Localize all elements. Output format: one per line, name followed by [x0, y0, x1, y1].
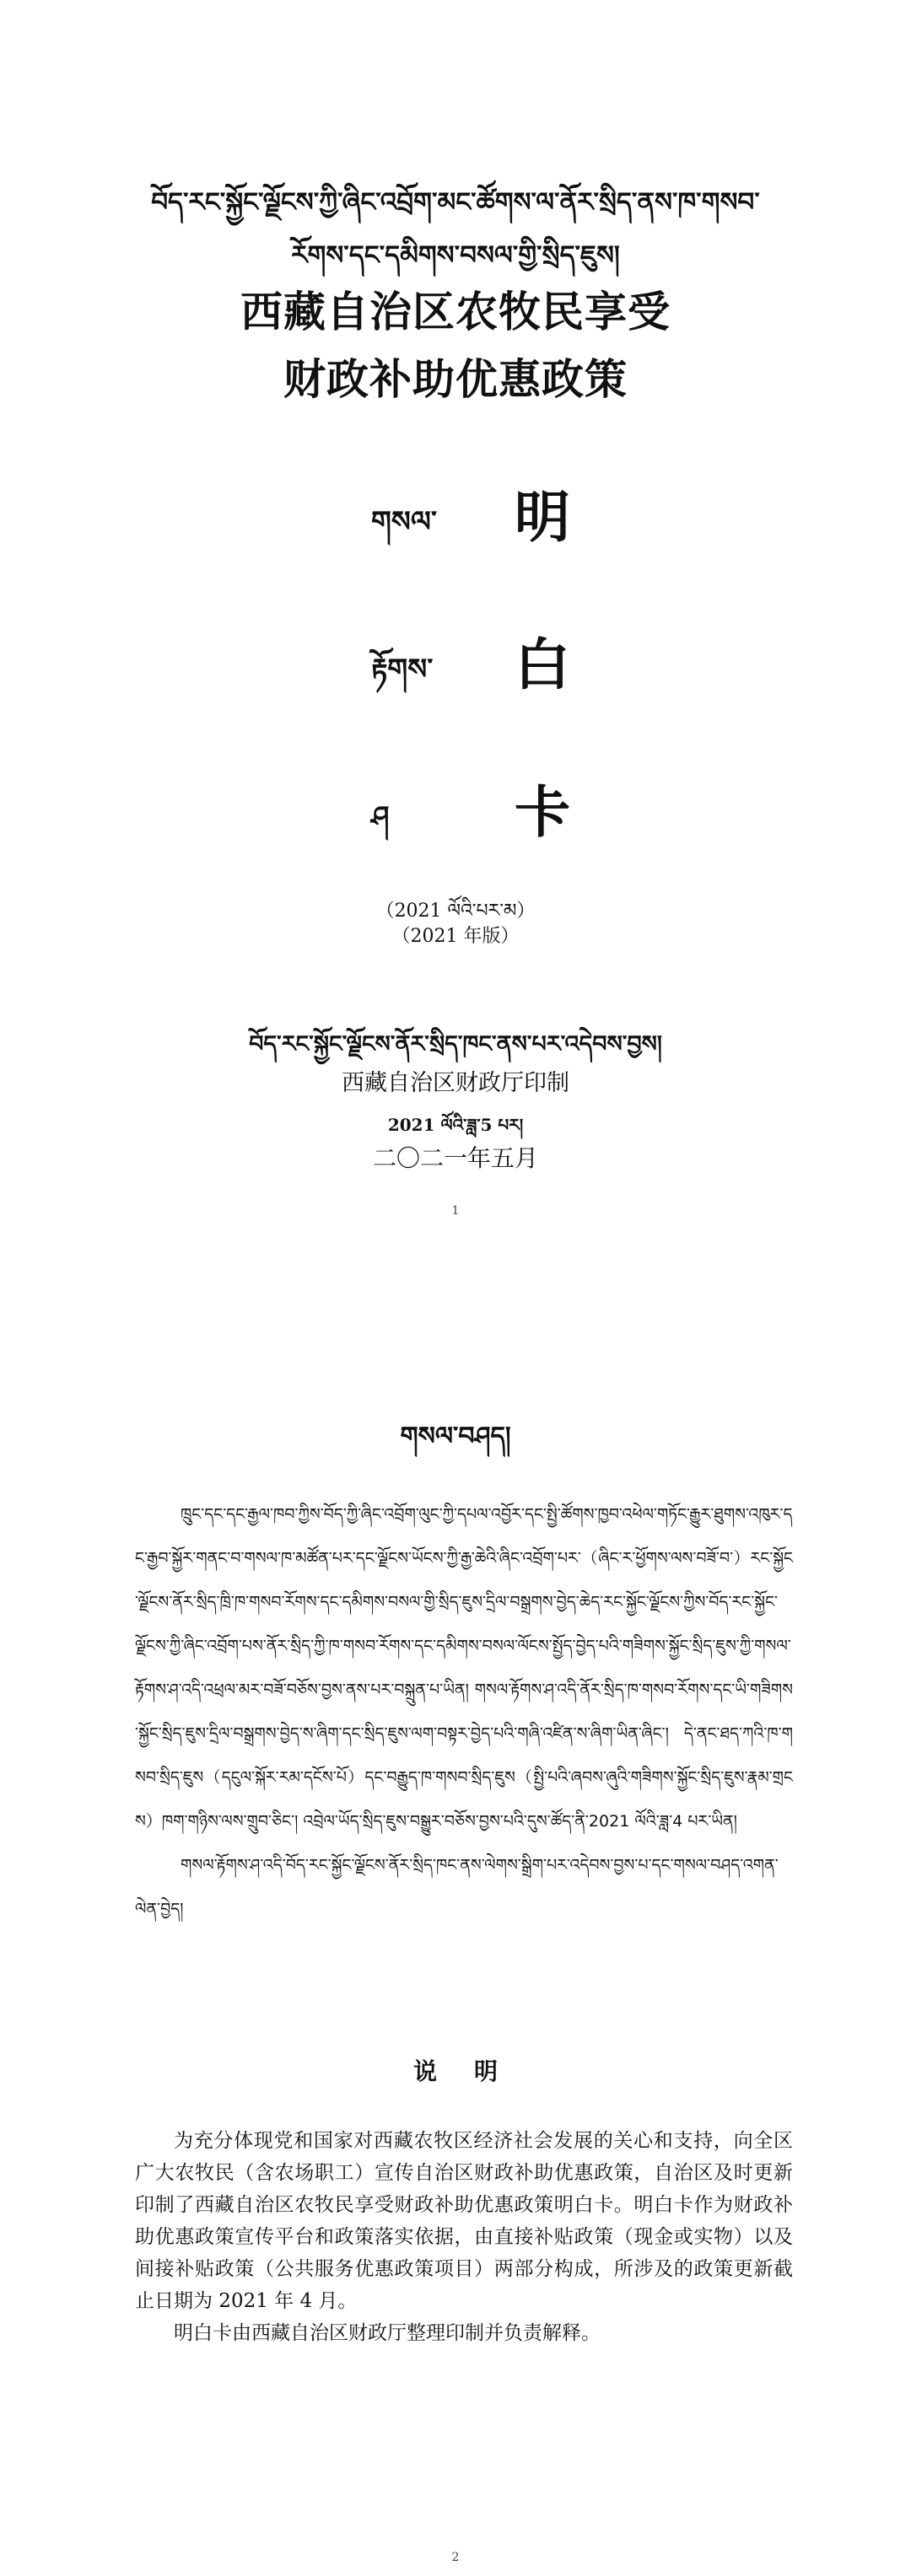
card-row-ka	[0, 767, 911, 852]
cover-title-tibetan-line1: བོད་རང་སྐྱོང་ལྗོངས་ཀྱི་ཞིང་འབྲོག་མང་ཚོགས་ལ་ནོར་སྲིད་ནས་ཁ་གསབ་	[151, 187, 760, 218]
card-chinese-bai: 白	[515, 632, 570, 697]
card-tibetan-sha: ཤ	[371, 800, 390, 834]
date-chinese: 二〇二一年五月	[372, 1144, 538, 1172]
page-number-1: 1	[451, 1204, 460, 1218]
card-row-bai	[0, 620, 911, 704]
printer-chinese: 西藏自治区财政厅印制	[342, 1070, 569, 1096]
page-number-2: 2	[451, 2551, 460, 2564]
intro-heading-tibetan: གསལ་བཤད།	[400, 1422, 511, 1451]
cover-title-chinese-line1: 西藏自治区农牧民享受	[240, 288, 671, 336]
intro-paragraph-tibetan-2: གསལ་རྟོགས་ཤ་འདི་བོད་རང་སྐྱོང་ལྗོངས་ནོར་སྲིད་ཁང་ནས་ལེགས་སྒྲིག་པར་འདེབས་བྱས་པ་དང་གསལ་བཤད་འགན་ལེན་བྱེད།	[135, 1856, 779, 1918]
printer-tibetan: བོད་རང་སྐྱོང་ལྗོངས་ནོར་སྲིད་ཁང་ནས་པར་འདེབས་བྱས།	[249, 1031, 662, 1057]
edition-tibetan: （2021 ལོའི་པར་མ）	[375, 901, 536, 922]
date-tibetan: 2021 ལོའི་ཟླ་5 པར།	[387, 1115, 524, 1135]
cover-title-chinese-line2: 财政补助优惠政策	[283, 355, 628, 404]
intro-heading-chinese: 说明	[412, 2057, 535, 2085]
intro-body-chinese	[135, 2125, 793, 2349]
card-chinese-ming: 明	[515, 484, 570, 550]
card-chinese-ka: 卡	[515, 779, 570, 845]
cover-page	[0, 0, 911, 1248]
intro-paragraph-chinese-2: 明白卡由西藏自治区财政厅整理印制并负责解释。	[174, 2322, 601, 2344]
intro-paragraph-tibetan-1: ཁྲུང་དང་དང་རྒྱལ་ཁབ་ཀྱིས་བོད་ཀྱི་ཞིང་འབྲོག་ལུང་ཀྱི་དཔལ་འབྱོར་དང་སྤྱི་ཚོགས་ཁྱབ་འཕེལ་གཏོང་རྒྱུར་ཐུགས་འཁུར་དང་རྒྱབ་སྐྱོར་གནང་བ་གསལ་ཁ་མཚོན་པར་དང་ལྗོངས་ཡོངས་ཀྱི་རྒྱ་ཆེའི་ཞིང་འབྲོག་པར་（ཞིང་ར་ཕྱོགས་ལས་བཟོ་བ་）རང་སྐྱོང་ལྗོངས་ནོར་སྲིད་ཁྲི་ཁ་གསབ་རོགས་དང་དམིགས་བསལ་གྱི་སྲིད་ཇུས་དྲིལ་བསྒྲགས་བྱེད་ཆེད་རང་སྐྱོང་ལྗོངས་ཀྱིས་བོད་རང་སྐྱོང་ལྗོངས་ཀྱི་ཞིང་འབྲོག་པས་ནོར་སྲིད་ཀྱི་ཁ་གསབ་རོགས་དང་དམིགས་བསལ་ལོངས་སྤྱོད་བྱེད་པའི་གཟིགས་སྐྱོང་སྲིད་ཇུས་ཀྱི་གསལ་རྟོགས་ཤ་འདི་འཕྲལ་མར་བཟོ་བཅོས་བྱས་ནས་པར་བསྐྲུན་པ་ཡིན། གསལ་རྟོགས་ཤ་འདི་ནོར་སྲིད་ཁ་གསབ་རོགས་དང་ཡི་གཟིགས་སྐྱོང་སྲིད་ཇུས་དྲིལ་བསྒྲགས་བྱེད་ས་ཞིག་དང་སྲིད་ཇུས་ལག་བསྟར་བྱེད་པའི་གཞི་འཛིན་ས་ཞིག་ཡིན་ཞིང་། དེ་ནང་ཐད་ཀའི་ཁ་གསབ་སྲིད་ཇུས（དངུལ་སྐོར་རམ་དངོས་པོ）དང་བརྒྱུད་ཁ་གསབ་སྲིད་ཇུས（སྤྱི་པའི་ཞབས་ཞུའི་གཟིགས་སྐྱོང་སྲིད་ཇུས་རྣམ་གྲངས）ཁག་གཉིས་ལས་གྲུབ་ཅིང་། འབྲེལ་ཡོད་སྲིད་ཇུས་བསྒྱུར་བཅོས་བྱས་པའི་དུས་ཚོད་ནི་2021 ལོའི་ཟླ་4 པར་ཡིན།	[135, 1505, 793, 1831]
intro-page	[0, 1248, 911, 2576]
edition-chinese: （2021 年版）	[391, 926, 520, 947]
cover-title-tibetan-line2: རོགས་དང་དམིགས་བསལ་གྱི་སྲིད་ཇུས།	[291, 240, 620, 271]
intro-body-tibetan	[135, 1492, 793, 1931]
card-row-ming	[0, 472, 911, 557]
card-tibetan-rtogs: རྟོགས་	[371, 653, 434, 686]
intro-paragraph-chinese-1: 为充分体现党和国家对西藏农牧区经济社会发展的关心和支持，向全区广大农牧民（含农场职工）宣传自治区财政补助优惠政策，自治区及时更新印制了西藏自治区农牧民享受财政补助优惠政策明白卡。明白卡作为财政补助优惠政策宣传平台和政策落实依据，由直接补贴政策（现金或实物）以及间接补贴政策（公共服务优惠政策项目）两部分构成，所涉及的政策更新截止日期为 2021 年 4 月。	[135, 2130, 793, 2312]
card-tibetan-gsal: གསལ་	[371, 505, 438, 539]
